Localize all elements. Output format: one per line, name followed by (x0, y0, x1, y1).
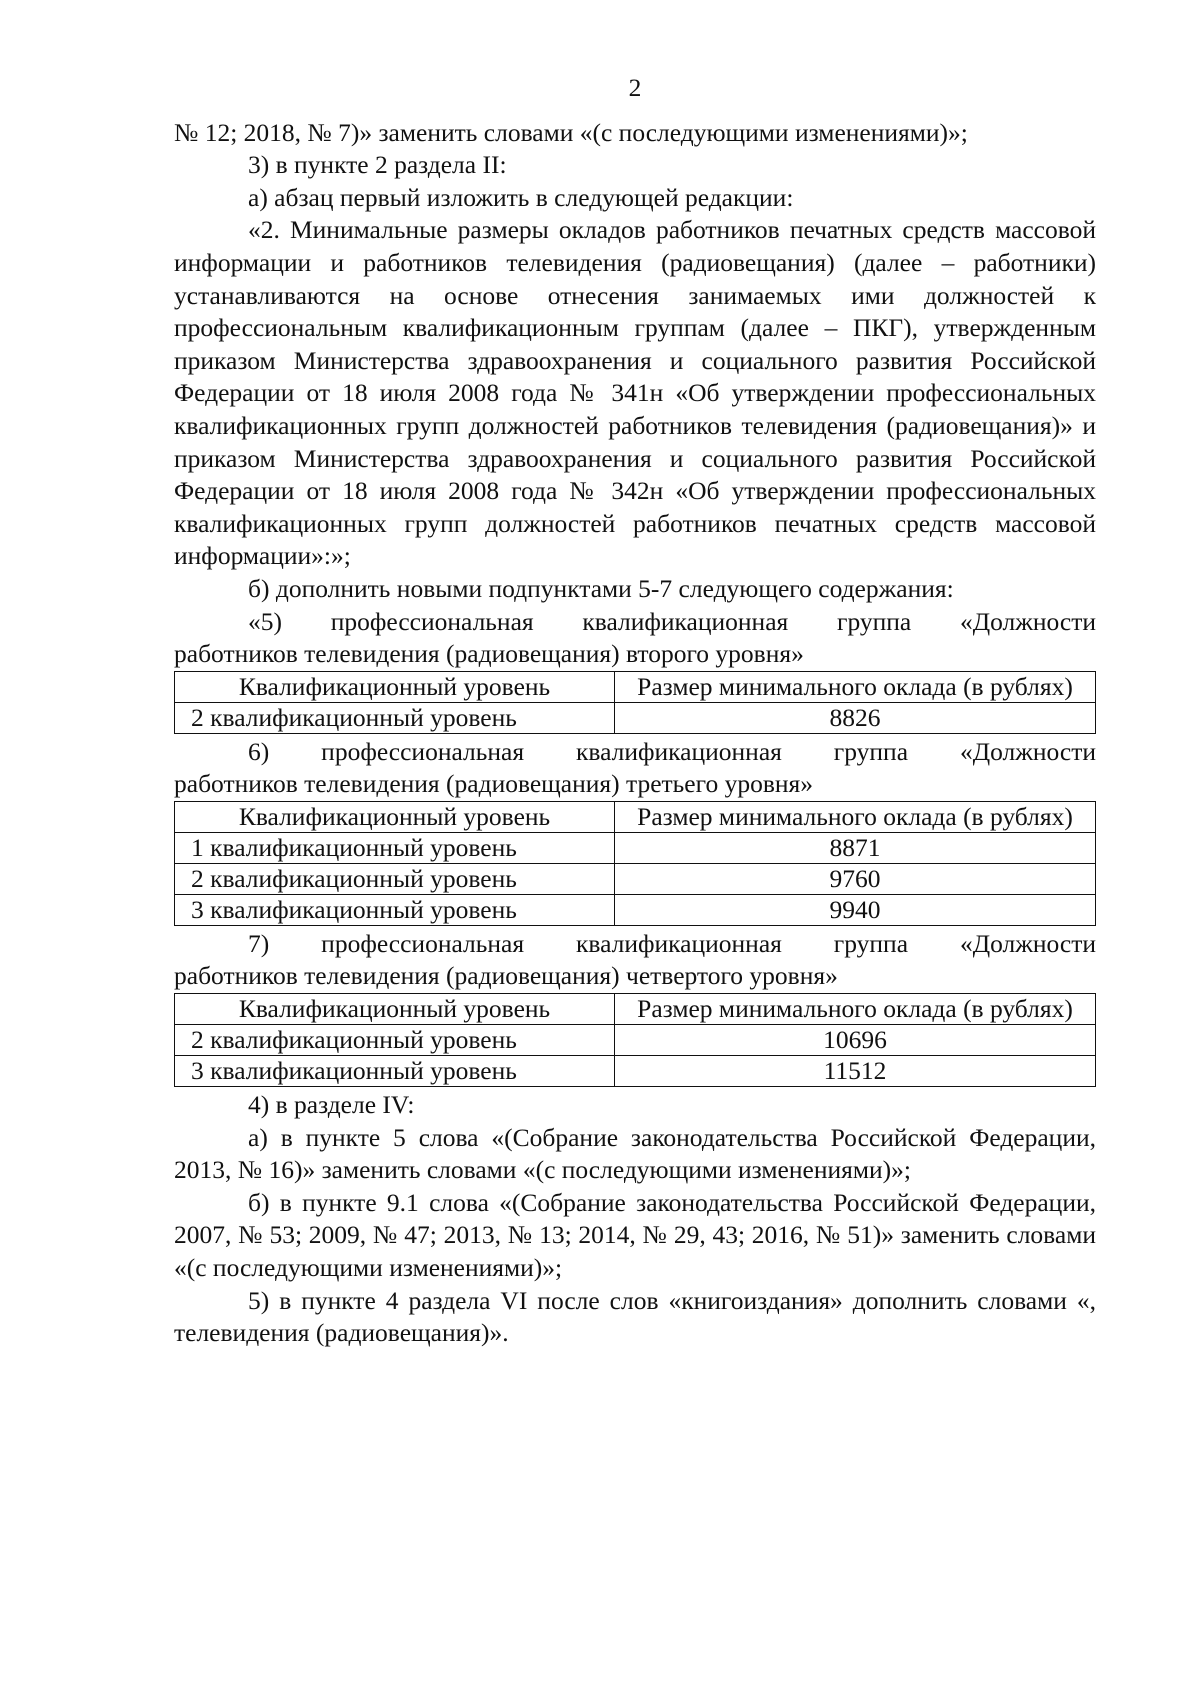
cell-salary: 9760 (615, 863, 1096, 894)
paragraph-item-4: 4) в разделе IV: (248, 1090, 415, 1120)
salary-table-group-7 (174, 993, 1096, 1087)
salary-table-group-6 (174, 801, 1096, 926)
cell-salary: 10696 (615, 1025, 1096, 1056)
paragraph-item-3b: б) дополнить новыми подпунктами 5-7 следующего содержания: (248, 573, 954, 603)
cell-salary: 11512 (615, 1056, 1096, 1087)
table-row (175, 863, 1096, 894)
table-row (175, 832, 1096, 863)
paragraph-continuation: № 12; 2018, № 7)» заменить словами «(с последующими изменениями)»; (174, 117, 968, 147)
table-row (175, 702, 1096, 733)
paragraph-item-3: 3) в пункте 2 раздела II: (248, 150, 507, 180)
paragraph-item-4a: а) в пункте 5 слова «(Собрание законодательства Российской Федерации, 2013, № 16)» заменить словами «(с последующими изменениями)»; (174, 1122, 1096, 1185)
document-page (174, 72, 1096, 1350)
group-5-heading-lead: «5) профессиональная квалификационная группа «Должности (248, 606, 1096, 636)
table-header-row (175, 801, 1096, 832)
cell-level: 2 квалификационный уровень (175, 702, 615, 733)
column-header-salary: Размер минимального оклада (в рублях) (615, 801, 1096, 832)
cell-salary: 8826 (615, 702, 1096, 733)
cell-level: 3 квалификационный уровень (175, 1056, 615, 1087)
cell-level: 2 квалификационный уровень (175, 1025, 615, 1056)
column-header-salary: Размер минимального оклада (в рублях) (615, 994, 1096, 1025)
salary-table-group-5 (174, 671, 1096, 734)
column-header-salary: Размер минимального оклада (в рублях) (615, 671, 1096, 702)
cell-level: 2 квалификационный уровень (175, 863, 615, 894)
table-row (175, 1025, 1096, 1056)
group-7-heading-lead: 7) профессиональная квалификационная группа «Должности (248, 928, 1096, 958)
paragraph-item-4b: б) в пункте 9.1 слова «(Собрание законодательства Российской Федерации, 2007, № 53; 2009, № 47; 2013, № 13; 2014, № 29, 43; 2016, № 51)» заменить словами «(с последующими изменениями)»; (174, 1187, 1096, 1283)
column-header-level: Квалификационный уровень (175, 801, 615, 832)
cell-salary: 9940 (615, 894, 1096, 925)
table-row (175, 894, 1096, 925)
group-5-heading-rest: работников телевидения (радиовещания) второго уровня» (174, 639, 804, 669)
paragraph-new-wording: «2. Минимальные размеры окладов работников печатных средств массовой информации и работников телевидения (радиовещания) (далее – работники) устанавливаются на основе отнесения занимаемых ими должностей к профессиональным квалификационным группам (далее – ПКГ), утвержденным приказом Министерства здравоохранения и социального развития Российской Федерации от 18 июля 2008 года № 341н «Об утверждении профессиональных квалификационных групп должностей работников телевидения (радиовещания)» и приказом Министерства здравоохранения и социального развития Российской Федерации от 18 июля 2008 года № 342н «Об утверждении профессиональных квалификационных групп должностей работников печатных средств массовой информации»:»; (174, 215, 1096, 571)
group-6-heading-lead: 6) профессиональная квалификационная группа «Должности (248, 736, 1096, 766)
column-header-level: Квалификационный уровень (175, 994, 615, 1025)
table-header-row (175, 671, 1096, 702)
table-header-row (175, 994, 1096, 1025)
group-6-heading-rest: работников телевидения (радиовещания) третьего уровня» (174, 769, 813, 799)
paragraph-item-5: 5) в пункте 4 раздела VI после слов «книгоиздания» дополнить словами «, телевидения (радиовещания)». (174, 1285, 1096, 1348)
cell-level: 3 квалификационный уровень (175, 894, 615, 925)
cell-level: 1 квалификационный уровень (175, 832, 615, 863)
cell-salary: 8871 (615, 832, 1096, 863)
table-row (175, 1056, 1096, 1087)
group-7-heading-rest: работников телевидения (радиовещания) четвертого уровня» (174, 961, 838, 991)
column-header-level: Квалификационный уровень (175, 671, 615, 702)
paragraph-item-3a: а) абзац первый изложить в следующей редакции: (248, 182, 794, 212)
page-number: 2 (628, 73, 642, 102)
